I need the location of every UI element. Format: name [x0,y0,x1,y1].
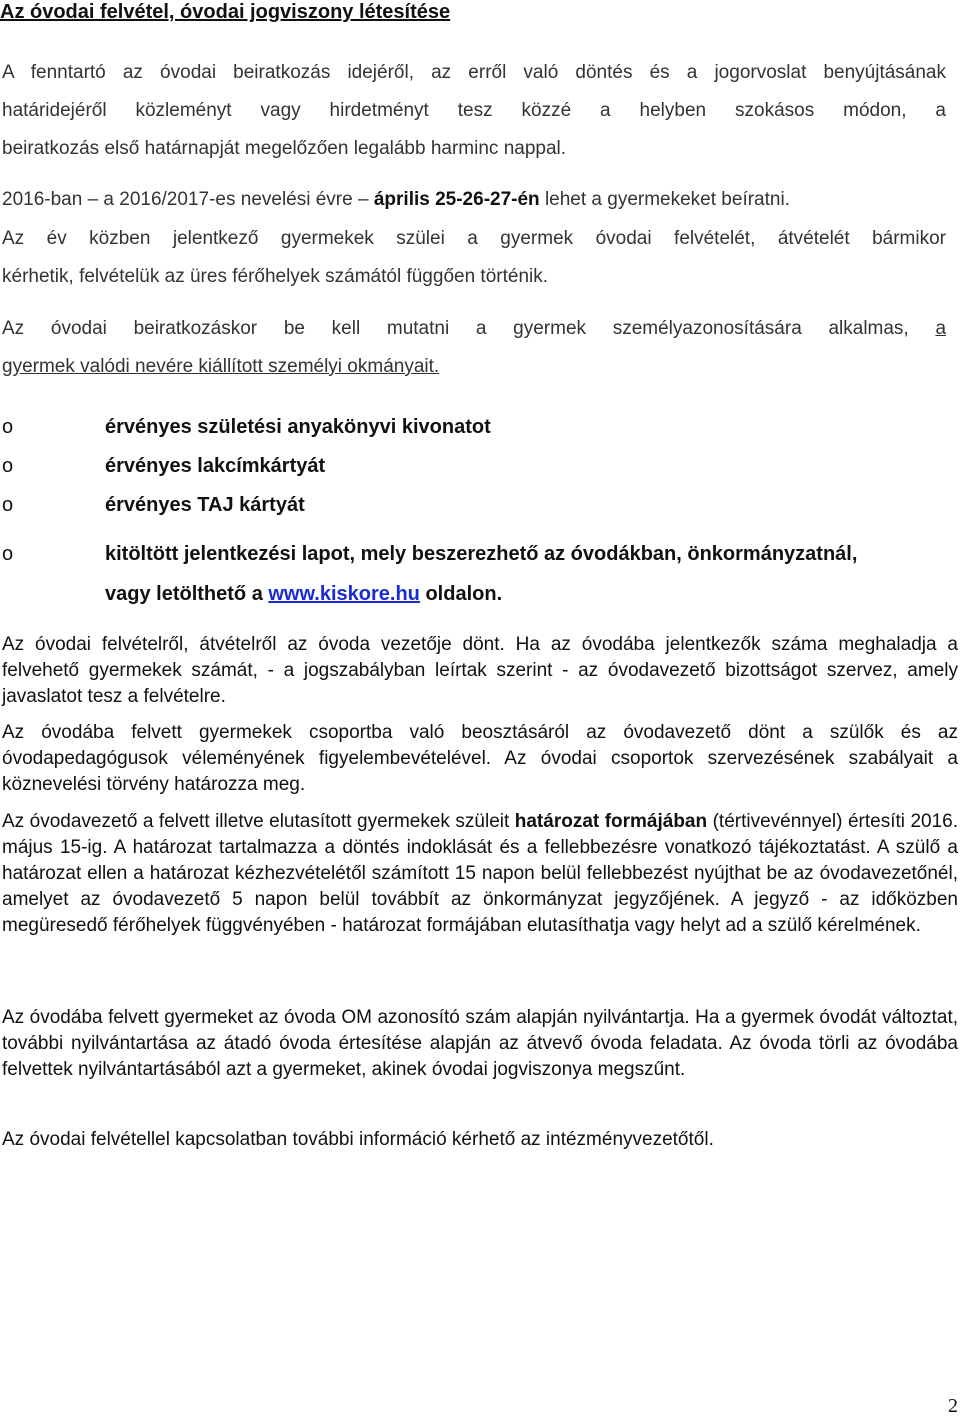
paragraph-text: (tértivevénnyel) értesíti 2016. május 15-ig. A határozat tartalmazza a döntés indoklását és a fellebbezésre vonatkozó tájékoztatást. A szülő a határozat ellen a határozat kézhezvételétől számított 15 napon belül fellebbezést nyújthat be az óvodavezetőnél, amelyet az óvodavezető 5 napon belül továbbít az önkormányzat jegyzőjének. A jegyző - az időközben megüresedő férőhelyek függvényében - határozat formájában elutasíthatja vagy helyt ad a szülő kérelmének. [2,811,958,936]
paragraph-text: Az óvodába felvett gyermeket az óvoda OM azonosító szám alapján nyilvántartja. Ha a gyermek óvodát változtat, további nyilvántartása az átadó óvoda értesítése alapján az átvevő óvoda feladata. Az óvoda törli az óvodába felvettek nyilvántartásából azt a gyermeket, akinek óvodai jogviszonya megszűnt. [2,1007,958,1080]
text-line: határidejéről közleményt vagy hirdetményt tesz közzé a helyben szokásos módon, a [2,100,946,121]
text-segment: Az óvodai beiratkozáskor be kell mutatni a gyermek személyazonosítására alkalmas, [2,318,909,339]
paragraph-midyear-applications [2,220,946,296]
paragraph-text: Az óvodavezető a felvett illetve elutasított gyermekek szüleit [2,811,510,832]
list-item-text: érvényes lakcímkártyát [105,455,326,477]
paragraph-registry [2,1005,958,1083]
list-item [2,534,960,574]
list-item-text: érvényes születési anyakönyvi kivonatot [105,416,491,438]
bullet-marker: o [2,543,14,565]
text-segment: 2016-ban – a 2016/2017-es nevelési évre – [2,189,369,210]
underlined-text: a [935,318,947,339]
paragraph-admission-decision [2,632,958,710]
list-item [2,446,960,486]
text-line: kérhetik, felvételük az üres férőhelyek számától függően történik. [2,266,549,287]
text-segment: lehet a gyermekeket beíratni. [544,189,790,210]
paragraph-text: Az óvodai felvételről, átvételről az óvoda vezetője dönt. Ha az óvodába jelentkezők száma meghaladja a felvehető gyermekek számát, - a jogszabályban leírtak szerint - az óvodavezető bizottságot szervez, amely javaslatot tesz a felvételre. [2,634,958,707]
paragraph-enrollment-notice [2,54,946,168]
list-item-text: kitöltött jelentkezési lapot, mely beszerezhető az óvodákban, önkormányzatnál, [105,543,858,565]
enrollment-dates: április 25-26-27-én [373,189,540,210]
list-item-text: oldalon. [425,583,503,605]
page-title: Az óvodai felvétel, óvodai jogviszony létesítése [0,1,451,23]
list-item-text: vagy letölthető a [105,583,263,605]
underlined-text: gyermek valódi nevére kiállított személyi okmányait. [2,356,440,377]
bold-text: határozat formájában [514,811,708,832]
website-link[interactable]: www.kiskore.hu [268,583,420,605]
paragraph-required-documents [2,310,946,386]
list-item-continuation [2,574,960,614]
paragraph-text: Az óvodába felvett gyermekek csoportba való beosztásáról az óvodavezető dönt a szülők és az óvodapedagógusok véleményének figyelembevételével. Az óvodai csoportok szervezésének szabályait a köznevelési törvény határozza meg. [2,722,958,795]
page-number: 2 [948,1395,958,1417]
paragraph-enrollment-dates [2,181,946,219]
list-item [2,407,960,447]
paragraph-text: Az óvodai felvétellel kapcsolatban további információ kérhető az intézményvezetőtől. [2,1129,714,1150]
paragraph-more-info [2,1127,958,1153]
text-line: beiratkozás első határnapját megelőzően legalább harminc nappal. [2,138,567,159]
paragraph-notification-appeal [2,809,958,939]
bullet-marker: o [2,416,14,438]
paragraph-group-assignment [2,720,958,798]
list-item-text: érvényes TAJ kártyát [105,494,305,516]
bullet-marker: o [2,494,14,516]
bullet-marker: o [2,455,14,477]
text-line: A fenntartó az óvodai beiratkozás idejéről, az erről való döntés és a jogorvoslat benyújtásának [2,62,946,83]
list-item [2,485,960,525]
text-line: Az év közben jelentkező gyermekek szülei a gyermek óvodai felvételét, átvételét bármikor [2,228,946,249]
